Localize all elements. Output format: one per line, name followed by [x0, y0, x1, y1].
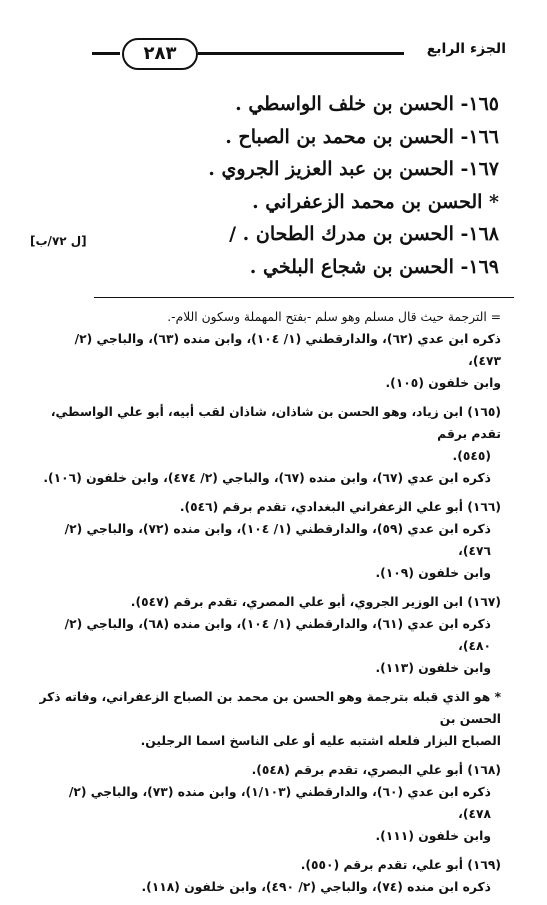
entry-169: ١٦٩- الحسن بن شجاع البلخي . [249, 255, 499, 278]
page-number: ٢٨٣ [122, 38, 198, 70]
entry-167: ١٦٧- الحسن بن عبد العزيز الجروي . [208, 158, 499, 180]
footnote-separator [94, 297, 514, 298]
footnote-line: (٥٤٥). [452, 449, 491, 463]
footnotes [39, 306, 501, 905]
footnote-166 [39, 496, 501, 584]
entry-166: ١٦٦- الحسن بن محمد بن الصباح . [225, 125, 499, 148]
footnote-continuation [39, 306, 501, 394]
footnote-line: ذكره ابن عدي (٦٢)، والدارقطني (١/ ١٠٤)، وابن منده (٦٣)، والباجي (٢/ ٤٧٣)، [74, 332, 501, 368]
footnote-line: * هو الذي قبله بترجمة وهو الحسن بن محمد بن الصباح الزعفراني، وفاته ذكر الحسن بن [39, 690, 501, 726]
entry-168: ١٦٨- الحسن بن مدرك الطحان . / [229, 223, 499, 245]
entry-list [99, 88, 499, 283]
footnote-line: وابن خلفون (١٠٩). [375, 566, 491, 580]
running-title: الجزء الرابع [426, 41, 506, 57]
entry-165: ١٦٥- الحسن بن خلف الواسطي . [235, 93, 499, 115]
header-rule-right [198, 52, 404, 55]
footnote-line: الصباح البزار فلعله اشتبه عليه أو على الناسخ اسما الرجلين. [140, 734, 501, 748]
footnote-line: ذكره ابن منده (٧٤)، والباجي (٢/ ٤٩٠)، وابن خلفون (١١٨). [141, 880, 491, 894]
header-rule-left [92, 52, 120, 55]
footnote-169 [39, 854, 501, 898]
footnote-line: = الترجمة حيث قال مسلم وهو سلم -بفتح المهملة وسكون اللام-. [167, 310, 501, 324]
footnote-line: (١٦٥) ابن زياد، وهو الحسن بن شاذان، شاذان لقب أبيه، أبو علي الواسطي، تقدم برقم [50, 405, 501, 441]
manuscript-folio-ref: [ل ٧٢/ب] [30, 234, 87, 248]
footnote-line: وابن خلفون (١١١). [375, 829, 491, 843]
footnote-line: (١٦٩) أبو علي، تقدم برقم (٥٥٠). [300, 858, 501, 872]
footnote-165 [39, 401, 501, 489]
page-header [92, 38, 512, 72]
footnote-line: (١٦٨) أبو علي البصري، تقدم برقم (٥٤٨). [251, 763, 501, 777]
footnote-167 [39, 591, 501, 679]
entry-star: * الحسن بن محمد الزعفراني . [252, 190, 499, 213]
footnote-line: ذكره ابن عدي (٦١)، والدارقطني (١/ ١٠٤)، وابن منده (٦٨)، والباجي (٢/ ٤٨٠)، [64, 617, 491, 653]
footnote-line: (١٦٦) أبو علي الزعفراني البغدادي، تقدم برقم (٥٤٦). [179, 500, 501, 514]
footnote-line: ذكره ابن عدي (٦٠)، والدارقطني (١/١٠٣)، وابن منده (٧٣)، والباجي (٢/ ٤٧٨)، [68, 785, 491, 821]
footnote-star [39, 686, 501, 752]
footnote-line: وابن خلفون (١١٣). [375, 661, 491, 675]
footnote-line: (١٦٧) ابن الوزير الجروي، أبو علي المصري، تقدم برقم (٥٤٧). [130, 595, 501, 609]
footnote-line: ذكره ابن عدي (٦٧)، وابن منده (٦٧)، والباجي (٢/ ٤٧٤)، وابن خلفون (١٠٦). [43, 471, 491, 485]
footnote-line: ذكره ابن عدي (٥٩)، والدارقطني (١/ ١٠٤)، وابن منده (٧٢)، والباجي (٢/ ٤٧٦)، [64, 522, 491, 558]
footnote-line: وابن خلفون (١٠٥). [385, 376, 501, 390]
